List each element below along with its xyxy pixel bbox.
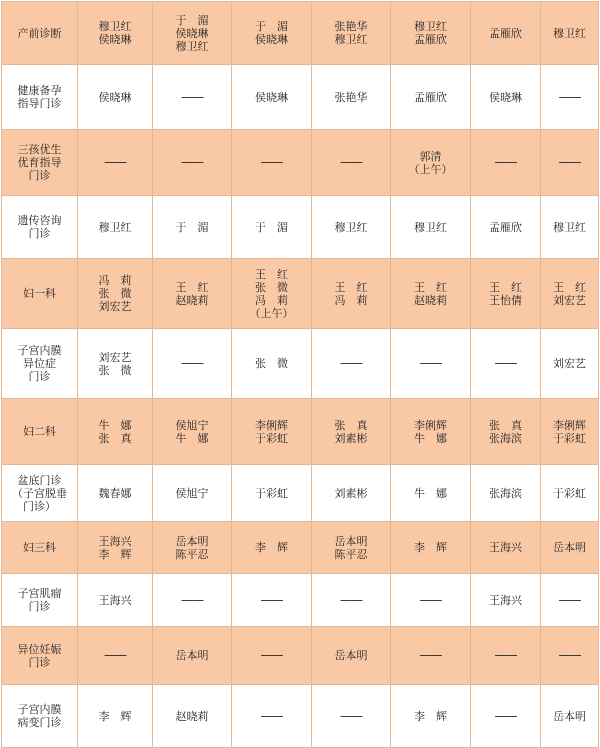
schedule-cell: 穆卫红 bbox=[541, 2, 599, 65]
schedule-cell: —— bbox=[471, 685, 541, 748]
schedule-cell: —— bbox=[312, 329, 391, 399]
schedule-cell: 王 红 冯 莉 bbox=[312, 259, 391, 329]
schedule-cell: 李俐辉 于彩虹 bbox=[541, 399, 599, 465]
schedule-cell: 张艳华 bbox=[312, 65, 391, 130]
schedule-cell: 魏春娜 bbox=[78, 465, 153, 522]
schedule-cell: 张 微 bbox=[232, 329, 312, 399]
schedule-cell: 于彩虹 bbox=[541, 465, 599, 522]
clinic-name-cell: 产前诊断 bbox=[2, 2, 78, 65]
clinic-name-cell: 妇一科 bbox=[2, 259, 78, 329]
schedule-cell: 李 辉 bbox=[232, 522, 312, 574]
clinic-name-cell: 健康备孕 指导门诊 bbox=[2, 65, 78, 130]
schedule-cell: —— bbox=[153, 574, 232, 627]
schedule-cell: 张海滨 bbox=[471, 465, 541, 522]
schedule-cell: —— bbox=[391, 627, 471, 685]
schedule-cell: 王海兴 bbox=[471, 574, 541, 627]
schedule-cell: 侯旭宁 bbox=[153, 465, 232, 522]
schedule-cell: 赵晓莉 bbox=[153, 685, 232, 748]
schedule-cell: 岳本明 bbox=[541, 522, 599, 574]
schedule-cell: 王 红 赵晓莉 bbox=[391, 259, 471, 329]
schedule-cell: 岳本明 陈平忍 bbox=[153, 522, 232, 574]
schedule-cell: 张艳华 穆卫红 bbox=[312, 2, 391, 65]
schedule-cell: —— bbox=[471, 130, 541, 196]
schedule-cell: 王海兴 bbox=[471, 522, 541, 574]
schedule-cell: 张 真 张海滨 bbox=[471, 399, 541, 465]
table-row bbox=[2, 130, 599, 196]
table-row bbox=[2, 196, 599, 259]
schedule-cell: 侯晓琳 bbox=[78, 65, 153, 130]
schedule-cell: 冯 莉 张 微 刘宏艺 bbox=[78, 259, 153, 329]
schedule-cell: —— bbox=[391, 574, 471, 627]
schedule-cell: 王 红 刘宏艺 bbox=[541, 259, 599, 329]
schedule-body bbox=[2, 2, 599, 748]
table-row bbox=[2, 259, 599, 329]
schedule-cell: 王 红 张 微 冯 莉 （上午） bbox=[232, 259, 312, 329]
schedule-cell: 于 湄 侯晓琳 bbox=[232, 2, 312, 65]
clinic-name-cell: 遗传咨询 门诊 bbox=[2, 196, 78, 259]
schedule-cell: —— bbox=[153, 329, 232, 399]
schedule-cell: 穆卫红 bbox=[78, 196, 153, 259]
table-row bbox=[2, 65, 599, 130]
clinic-name-cell: 妇二科 bbox=[2, 399, 78, 465]
schedule-cell: —— bbox=[312, 574, 391, 627]
schedule-cell: —— bbox=[541, 574, 599, 627]
schedule-cell: —— bbox=[391, 329, 471, 399]
table-row bbox=[2, 627, 599, 685]
schedule-cell: —— bbox=[541, 627, 599, 685]
clinic-name-cell: 异位妊娠 门诊 bbox=[2, 627, 78, 685]
table-row bbox=[2, 685, 599, 748]
table-row bbox=[2, 329, 599, 399]
clinic-name-cell: 妇三科 bbox=[2, 522, 78, 574]
schedule-cell: 岳本明 陈平忍 bbox=[312, 522, 391, 574]
clinic-name-cell: 盆底门诊 （子宫脱垂 门诊） bbox=[2, 465, 78, 522]
schedule-cell: 于 湄 侯晓琳 穆卫红 bbox=[153, 2, 232, 65]
schedule-cell: 穆卫红 孟雁欣 bbox=[391, 2, 471, 65]
clinic-name-cell: 子宫内膜 异位症 门诊 bbox=[2, 329, 78, 399]
schedule-cell: 李 辉 bbox=[78, 685, 153, 748]
schedule-cell: 刘宏艺 张 微 bbox=[78, 329, 153, 399]
table-row bbox=[2, 2, 599, 65]
schedule-cell: 李俐辉 于彩虹 bbox=[232, 399, 312, 465]
schedule-cell: 李 辉 bbox=[391, 522, 471, 574]
schedule-cell: —— bbox=[232, 130, 312, 196]
schedule-cell: —— bbox=[232, 627, 312, 685]
schedule-cell: 穆卫红 bbox=[312, 196, 391, 259]
schedule-cell: 岳本明 bbox=[153, 627, 232, 685]
schedule-cell: 刘素彬 bbox=[312, 465, 391, 522]
schedule-cell: —— bbox=[153, 65, 232, 130]
schedule-cell: 侯晓琳 bbox=[232, 65, 312, 130]
schedule-cell: 郭清 （上午） bbox=[391, 130, 471, 196]
table-row bbox=[2, 399, 599, 465]
schedule-cell: 于彩虹 bbox=[232, 465, 312, 522]
schedule-cell: —— bbox=[153, 130, 232, 196]
schedule-cell: 王 红 王怡倩 bbox=[471, 259, 541, 329]
schedule-cell: —— bbox=[232, 574, 312, 627]
schedule-cell: —— bbox=[232, 685, 312, 748]
table-row bbox=[2, 465, 599, 522]
schedule-cell: —— bbox=[312, 130, 391, 196]
schedule-cell: 王 红 赵晓莉 bbox=[153, 259, 232, 329]
schedule-cell: —— bbox=[78, 627, 153, 685]
schedule-cell: 李俐辉 牛 娜 bbox=[391, 399, 471, 465]
schedule-cell: 孟雁欣 bbox=[391, 65, 471, 130]
schedule-cell: 张 真 刘素彬 bbox=[312, 399, 391, 465]
schedule-cell: 于 湄 bbox=[232, 196, 312, 259]
schedule-cell: —— bbox=[541, 65, 599, 130]
clinic-schedule-table bbox=[1, 1, 599, 748]
schedule-cell: 孟雁欣 bbox=[471, 2, 541, 65]
clinic-name-cell: 三孩优生 优育指导 门诊 bbox=[2, 130, 78, 196]
table-row bbox=[2, 574, 599, 627]
schedule-cell: 岳本明 bbox=[312, 627, 391, 685]
schedule-cell: 牛 娜 张 真 bbox=[78, 399, 153, 465]
schedule-cell: 刘宏艺 bbox=[541, 329, 599, 399]
schedule-cell: 岳本明 bbox=[541, 685, 599, 748]
schedule-cell: 穆卫红 bbox=[391, 196, 471, 259]
schedule-cell: 孟雁欣 bbox=[471, 196, 541, 259]
schedule-cell: 牛 娜 bbox=[391, 465, 471, 522]
schedule-cell: 侯旭宁 牛 娜 bbox=[153, 399, 232, 465]
schedule-cell: 王海兴 bbox=[78, 574, 153, 627]
schedule-cell: 李 辉 bbox=[391, 685, 471, 748]
clinic-name-cell: 子宫肌瘤 门诊 bbox=[2, 574, 78, 627]
schedule-cell: 王海兴 李 辉 bbox=[78, 522, 153, 574]
clinic-name-cell: 子宫内膜 病变门诊 bbox=[2, 685, 78, 748]
schedule-cell: 于 湄 bbox=[153, 196, 232, 259]
schedule-cell: —— bbox=[541, 130, 599, 196]
schedule-cell: 穆卫红 bbox=[541, 196, 599, 259]
schedule-cell: 侯晓琳 bbox=[471, 65, 541, 130]
table-row bbox=[2, 522, 599, 574]
schedule-cell: —— bbox=[312, 685, 391, 748]
schedule-cell: —— bbox=[471, 329, 541, 399]
schedule-cell: —— bbox=[78, 130, 153, 196]
schedule-cell: 穆卫红 侯晓琳 bbox=[78, 2, 153, 65]
schedule-cell: —— bbox=[471, 627, 541, 685]
